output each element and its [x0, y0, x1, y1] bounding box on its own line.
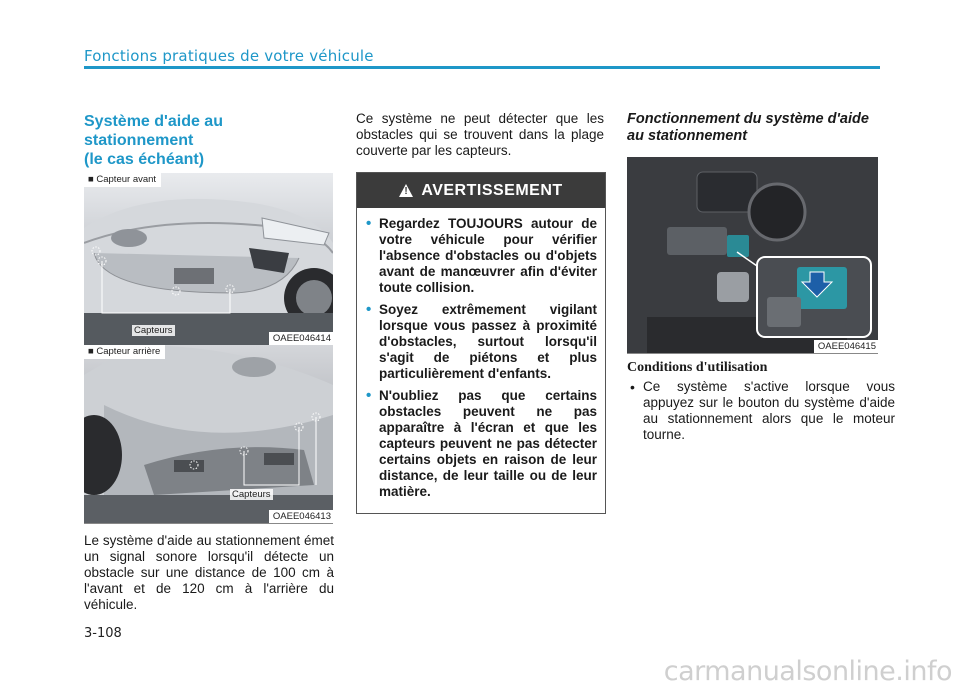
- front-capteurs-label: Capteurs: [134, 325, 173, 336]
- front-sensor-label: ■ Capteur avant: [84, 173, 161, 187]
- section-title-line-2: stationnement: [84, 132, 194, 149]
- section-title-line-3: (le cas échéant): [84, 151, 205, 168]
- rear-figure-code: OAEE046413: [269, 510, 333, 523]
- warning-box: [356, 172, 606, 514]
- warning-item: • Regardez TOUJOURS autour de votre véhicule pour vérifier l'absence d'obstacles ou d'objets avant de manœuvrer afin d'éviter toute collision.: [379, 216, 597, 296]
- left-paragraph: Le système d'aide au stationnement émet un signal sonore lorsqu'il détecte un obstacle sur une distance de 100 cm à l'avant et de 120 cm à l'arrière du véhicule.: [84, 533, 334, 612]
- warning-item: • N'oubliez pas que certains obstacles peuvent ne pas apparaître à l'écran et que les capteurs peuvent ne pas détecter certains objets en raison de leur distance, de leur taille ou de leur matière.: [379, 388, 597, 500]
- warning-heading: AVERTISSEMENT: [421, 181, 563, 199]
- header-rule: [84, 66, 880, 69]
- warning-triangle-icon: [399, 184, 413, 197]
- section-title: [84, 112, 334, 169]
- header-title: Fonctions pratiques de votre véhicule: [84, 47, 374, 65]
- watermark: carmanualsonline.info: [663, 656, 952, 687]
- conditions-list: [627, 379, 895, 443]
- rear-car-illustration: [84, 345, 333, 523]
- front-car-illustration: [84, 173, 333, 345]
- front-figure-code: OAEE046414: [269, 332, 333, 345]
- warning-item: • Soyez extrêmement vigilant lorsque vous passez à proximité d'obstacles, surtout lorsqu'il s'agit de piétons et plus particulièrement d'enfants.: [379, 302, 597, 382]
- rear-sensor-photo: [84, 345, 333, 524]
- page-number: 3-108: [84, 626, 122, 641]
- warning-list: [357, 208, 605, 500]
- warning-header: [357, 173, 605, 208]
- section-title-line-1: Système d'aide au: [84, 113, 223, 130]
- conditions-title: Conditions d'utilisation: [627, 360, 768, 375]
- conditions-item: • Ce système s'active lorsque vous appuyez sur le bouton du système d'aide au stationnement alors que le moteur tourne.: [643, 379, 895, 443]
- console-figure-code: OAEE046415: [814, 340, 878, 353]
- console-illustration: [627, 157, 878, 353]
- console-button-photo: [627, 157, 878, 354]
- front-sensor-photo: [84, 173, 333, 346]
- operation-subheading: Fonctionnement du système d'aide au stationnement: [627, 111, 869, 144]
- rear-sensor-label: ■ Capteur arrière: [84, 345, 165, 359]
- middle-paragraph: Ce système ne peut détecter que les obstacles qui se trouvent dans la plage couverte par les capteurs.: [356, 111, 604, 158]
- rear-capteurs-label: Capteurs: [232, 489, 271, 500]
